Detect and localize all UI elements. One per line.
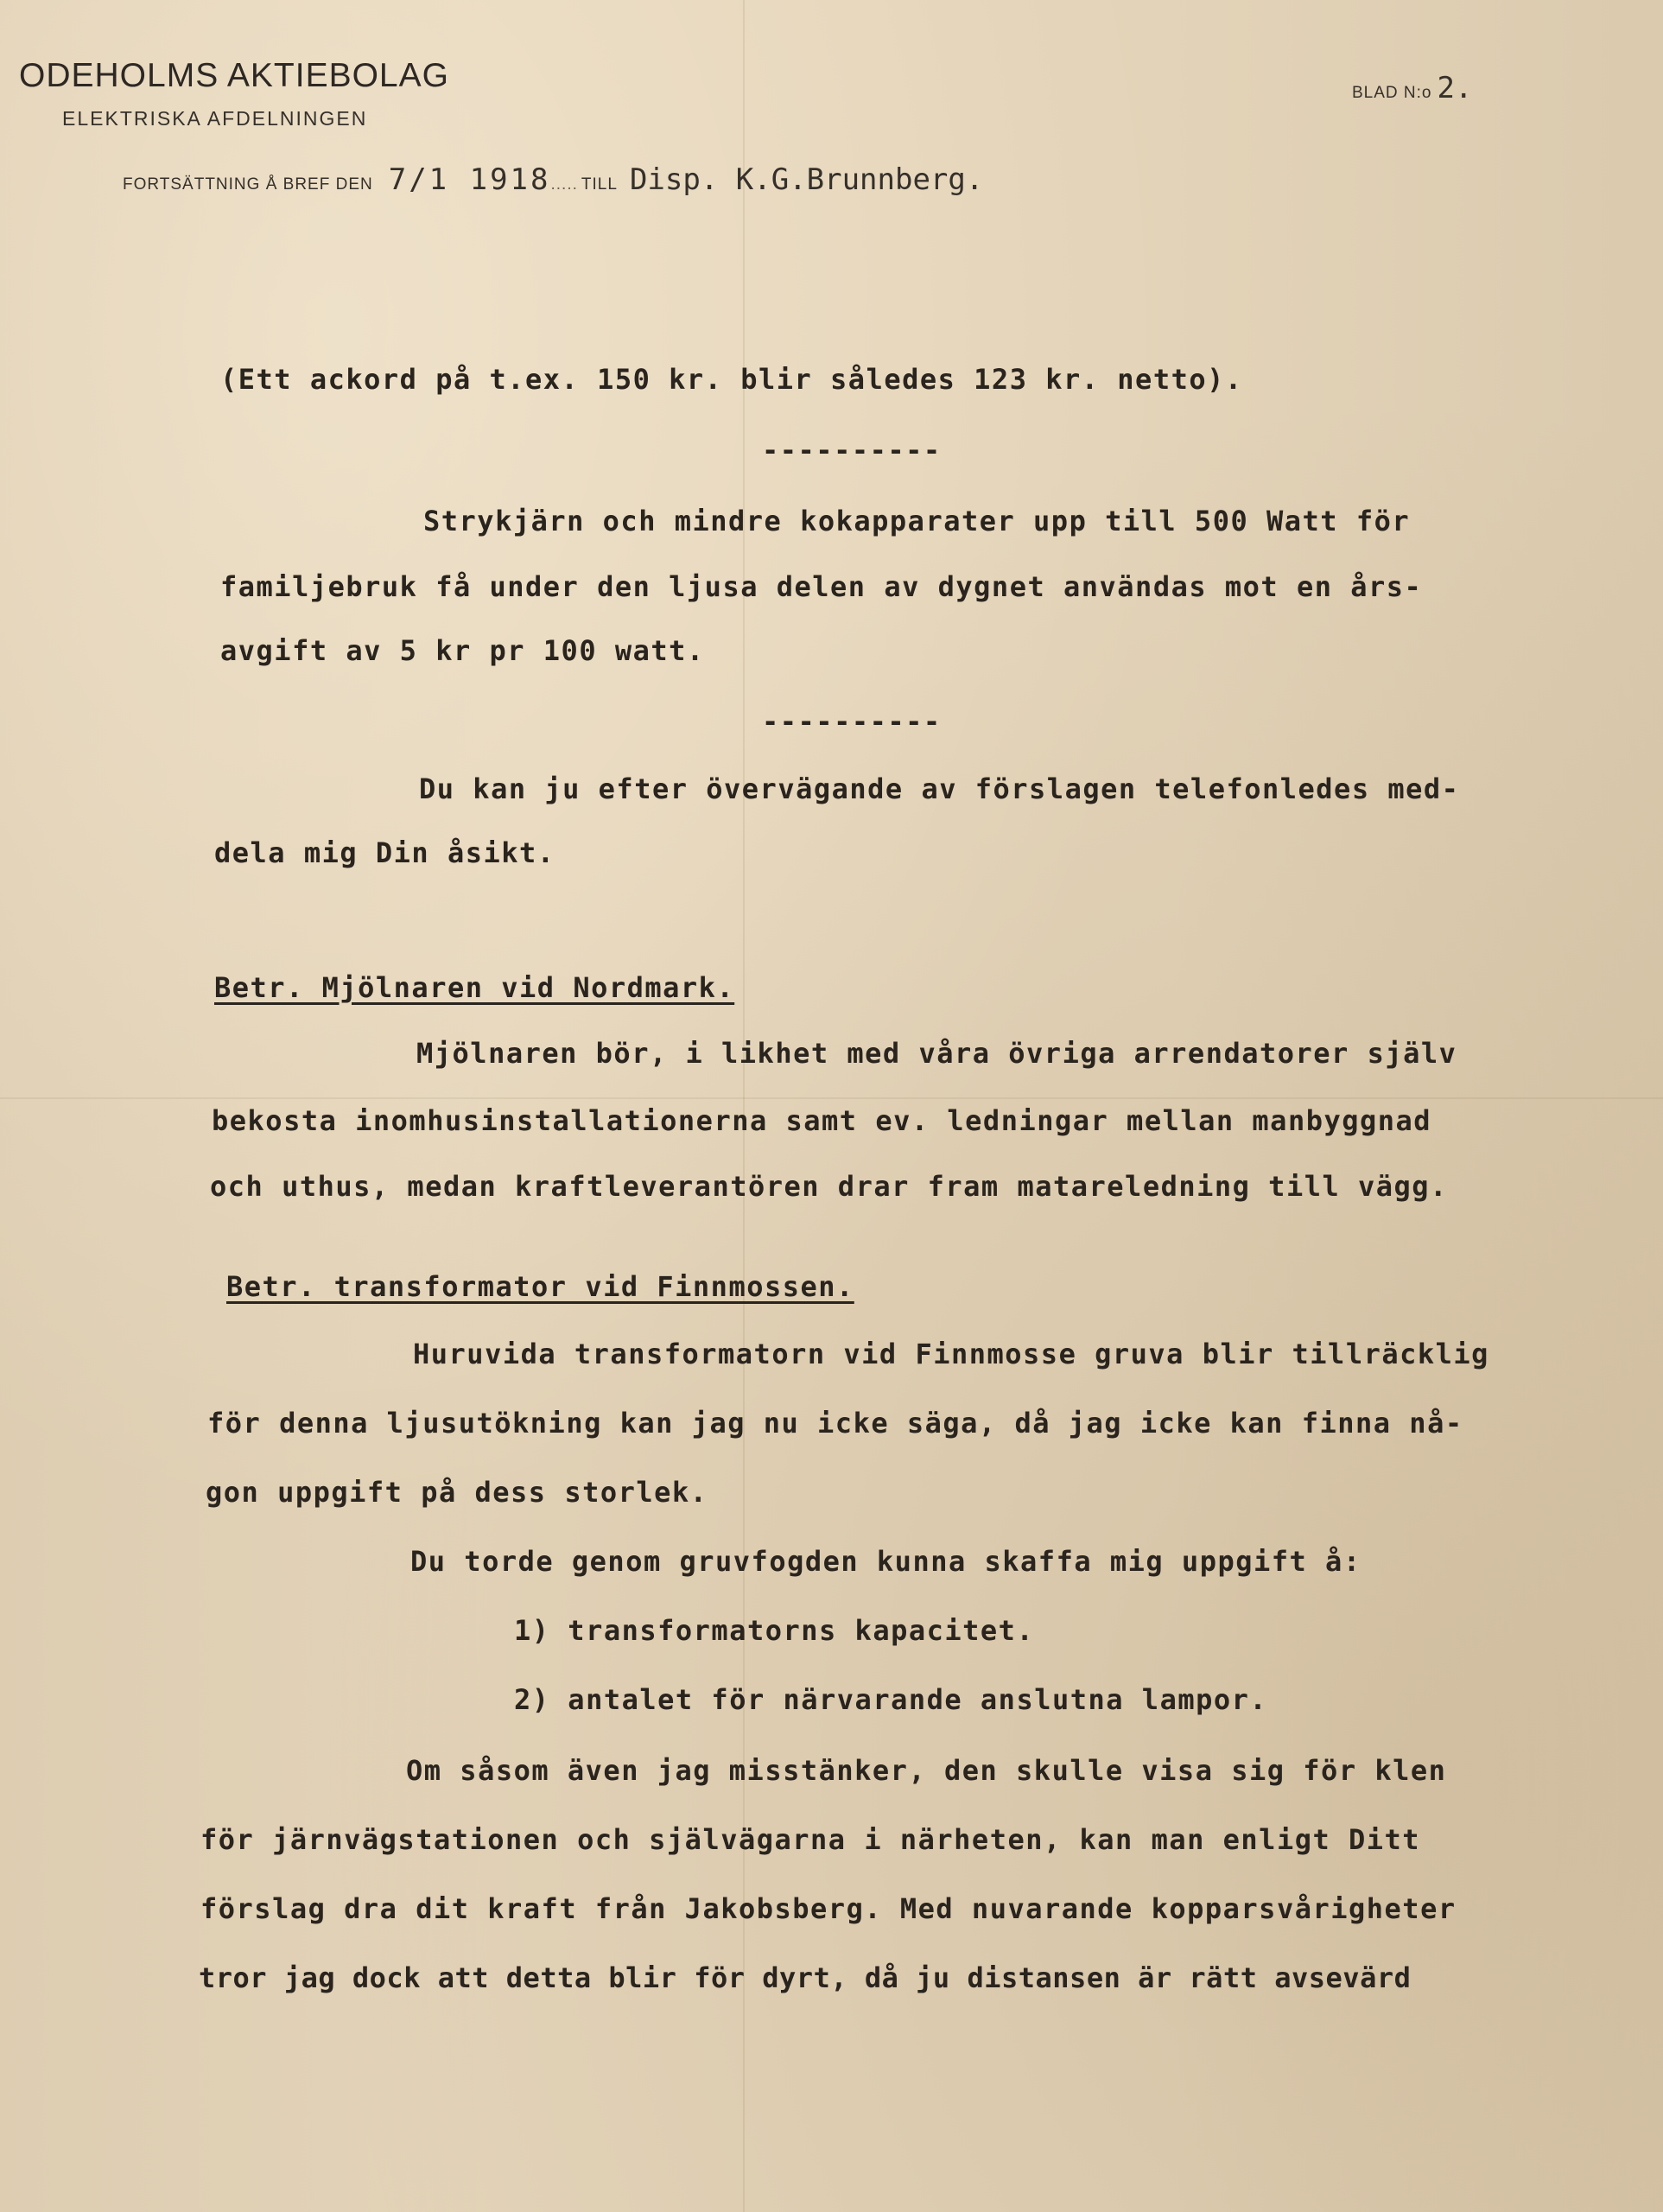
separator-line: ---------- [762,705,942,738]
list-item: 1) transformatorns kapacitet. [514,1614,1035,1647]
text-line: dela mig Din åsikt. [214,836,555,869]
page-number-field [1352,71,1472,105]
recipient: Disp. K.G.Brunnberg. [629,162,984,197]
text-line: Du torde genom gruvfogden kunna skaffa mig uppgift å: [410,1545,1362,1578]
to-label: TILL [581,175,618,194]
text-line: familjebruk få under den ljusa delen av dygnet användas mot en års- [220,570,1423,603]
text-line: och uthus, medan kraftleverantören drar fram matareledning till vägg. [210,1170,1448,1203]
page-number-label: BLAD N:o [1352,84,1432,102]
list-item: 2) antalet för närvarande anslutna lampor. [514,1683,1268,1716]
text-line: bekosta inomhusinstallationerna samt ev. ledningar mellan manbyggnad [212,1104,1432,1137]
continuation-label: FORTSÄTTNING Å BREF DEN [123,175,373,194]
paper-fold-horizontal [0,1097,1663,1099]
page-number: 2. [1437,71,1473,105]
letterhead-department: ELEKTRISKA AFDELNINGEN [62,107,368,130]
text-line: förslag dra dit kraft från Jakobsberg. Med nuvarande kopparsvårigheter [200,1892,1457,1925]
text-line: avgift av 5 kr pr 100 watt. [220,634,705,667]
text-line: Mjölnaren bör, i likhet med våra övriga arrendatorer själv [416,1037,1457,1070]
reference-line [123,162,983,197]
text-line: gon uppgift på dess storlek. [206,1476,708,1509]
date-dots: ..... [550,175,578,194]
text-line: för denna ljusutökning kan jag nu icke säga, då jag icke kan finna nå- [207,1407,1463,1440]
section-heading-finnmossen: Betr. transformator vid Finnmossen. [226,1270,854,1303]
text-line: (Ett ackord på t.ex. 150 kr. blir således 123 kr. netto). [220,363,1243,396]
text-line: Strykjärn och mindre kokapparater upp till 500 Watt för [423,505,1411,537]
separator-line: ---------- [762,434,942,467]
section-heading-nordmark: Betr. Mjölnaren vid Nordmark. [214,971,735,1004]
text-line: Huruvida transformatorn vid Finnmosse gruva blir tillräcklig [413,1338,1489,1370]
text-line: Om såsom även jag misstänker, den skulle visa sig för klen [406,1754,1447,1787]
letter-date: 7/1 1918 [388,162,551,197]
text-line: Du kan ju efter övervägande av förslagen telefonledes med- [419,772,1460,805]
letterhead-company: ODEHOLMS AKTIEBOLAG [19,57,449,94]
text-line: tror jag dock att detta blir för dyrt, då ju distansen är rätt avsevärd [199,1961,1412,1994]
text-line: för järnvägstationen och självägarna i närheten, kan man enligt Ditt [200,1823,1421,1856]
